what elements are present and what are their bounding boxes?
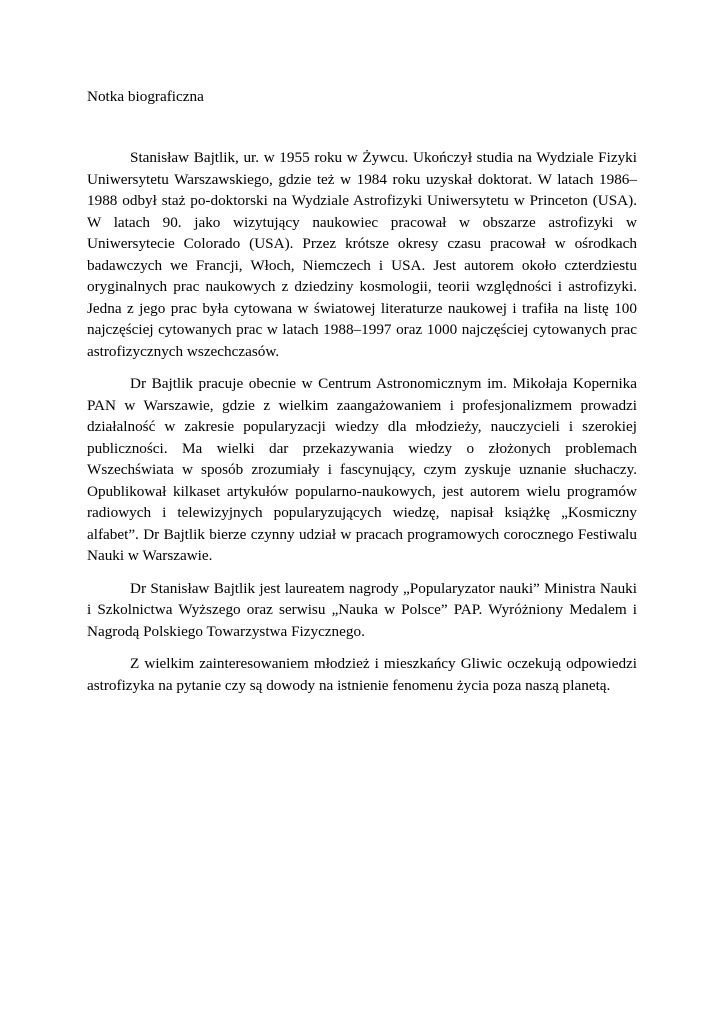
paragraph-current-work: Dr Bajtlik pracuje obecnie w Centrum Astronomicznym im. Mikołaja Kopernika PAN w Warszawie, gdzie z wielkim zaangażowaniem i profesjonalizmem prowadzi działalność w zakresie popularyzacji wiedzy dla młodzieży, nauczycieli i szerokiej publiczności. Ma wielki dar przekazywania wiedzy o złożonych problemach Wszechświata w sposób zrozumiały i fascynujący, czym zyskuje uznanie słuchaczy. Opublikował kilkaset artykułów popularno-naukowych, jest autorem wielu programów radiowych i telewizyjnych popularyzujących wiedzę, napisał książkę „Kosmiczny alfabet”. Dr Bajtlik bierze czynny udział w pracach programowych corocznego Festiwalu Nauki w Warszawie. (87, 375, 637, 564)
paragraph-lecture-invitation: Z wielkim zainteresowaniem młodzież i mieszkańcy Gliwic oczekują odpowiedzi astrofizyka na pytanie czy są dowody na istnienie fenomenu życia poza naszą planetą. (87, 655, 637, 694)
document-body (87, 147, 637, 707)
paragraph-education: Stanisław Bajtlik, ur. w 1955 roku w Żywcu. Ukończył studia na Wydziale Fizyki Uniwersytetu Warszawskiego, gdzie też w 1984 roku uzyskał doktorat. W latach 1986–1988 odbył staż po-doktorski na Wydziale Astrofizyki Uniwersytetu w Princeton (USA). W latach 90. jako wizytujący naukowiec pracował w obszarze astrofizyki w Uniwersytecie Colorado (USA). Przez krótsze okresy czasu pracował w ośrodkach badawczych we Francji, Włoch, Niemczech i USA. Jest autorem około czterdziestu oryginalnych prac naukowych z dziedziny kosmologii, teorii względności i astrofizyki. Jedna z jego prac była cytowana w światowej literaturze naukowej i trafiła na listę 100 najczęściej cytowanych prac w latach 1988–1997 oraz 1000 najczęściej cytowanych prac astrofizycznych wszechczasów. (87, 149, 637, 360)
document-heading: Notka biograficzna (87, 88, 204, 105)
paragraph-awards: Dr Stanisław Bajtlik jest laureatem nagrody „Popularyzator nauki” Ministra Nauki i Szkolnictwa Wyższego oraz serwisu „Nauka w Polsce” PAP. Wyróżniony Medalem i Nagrodą Polskiego Towarzystwa Fizycznego. (87, 579, 637, 640)
